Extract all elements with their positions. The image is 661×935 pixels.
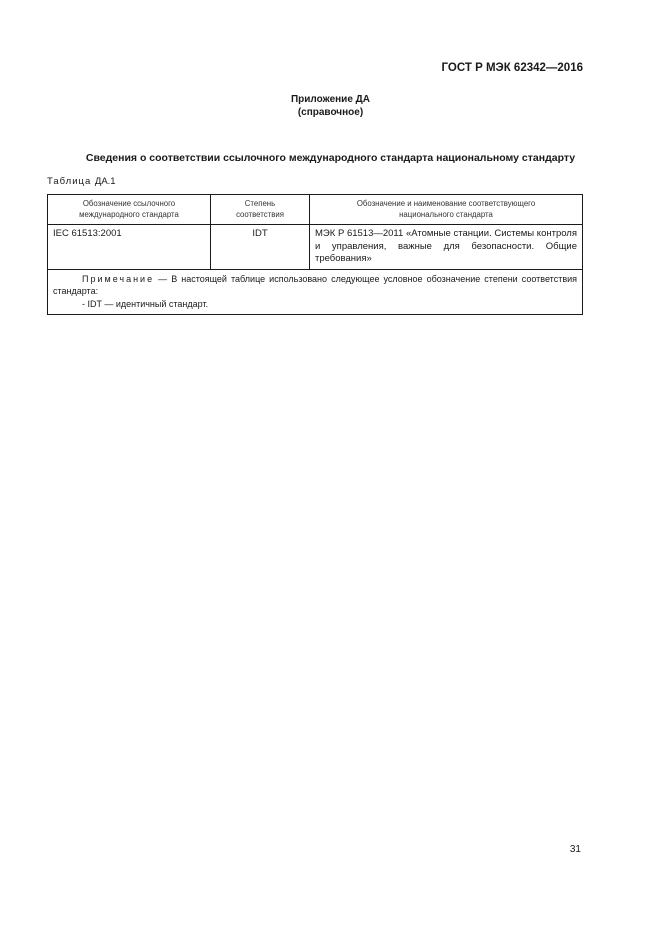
section-title: Сведения о соответствии ссылочного международного стандарта национальному стандарту	[85, 152, 576, 164]
note-label: Примечание	[82, 273, 155, 284]
table-row	[48, 225, 583, 270]
table-note-row	[48, 269, 583, 315]
column-header-intl-standard: Обозначение ссылочного международного стандарта	[48, 195, 211, 225]
table-note	[48, 269, 583, 315]
cell-degree: IDT	[211, 225, 310, 270]
document-header-standard-id: ГОСТ Р МЭК 62342—2016	[441, 62, 583, 74]
table-caption-number: ДА.1	[94, 176, 116, 187]
column-header-national-standard: Обозначение и наименование соответствующего национального стандарта	[310, 195, 583, 225]
annex-title-block	[0, 93, 661, 119]
column-header-degree: Степень соответствия	[211, 195, 310, 225]
note-text: — В настоящей таблице использовано следующее условное обозначение степени соответствия стандарта:	[53, 273, 577, 296]
cell-national-standard: МЭК Р 61513—2011 «Атомные станции. Системы контроля и управления, важные для безопасности. Общие требования»	[310, 225, 583, 270]
table-caption	[47, 176, 116, 187]
note-item: - IDT — идентичный стандарт.	[82, 298, 209, 309]
annex-subtitle: (справочное)	[297, 107, 364, 118]
table-header-row	[48, 195, 583, 225]
cell-intl-standard: IEC 61513:2001	[48, 225, 211, 270]
correspondence-table	[47, 194, 583, 315]
table-caption-word: Таблица	[47, 176, 92, 187]
annex-title: Приложение ДА	[290, 94, 371, 105]
page-number: 31	[569, 844, 581, 855]
